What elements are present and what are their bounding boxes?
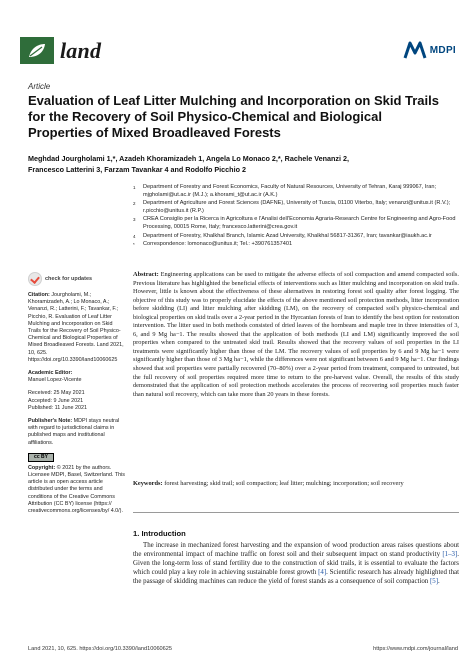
correspondence-text[interactable]: Correspondence: lomonaco@unitus.it; Tel.: +390761357401 xyxy=(143,241,293,248)
author-line: Francesco Latterini 3, Farzam Tavankar 4 and Rodolfo Picchio 2 xyxy=(28,165,246,174)
copyright-label: Copyright: xyxy=(28,464,56,471)
affiliation-item xyxy=(133,200,458,215)
leaf-icon xyxy=(20,37,54,64)
journal-name: land xyxy=(60,37,102,63)
keywords-label: Keywords: xyxy=(133,480,163,487)
article-type: Article xyxy=(28,82,51,91)
article-title: Evaluation of Leaf Litter Mulching and Incorporation on Skid Trails for the Recovery of Soil Physico-Chemical and Biological Properties of Mixed Broadleaved Forests xyxy=(28,93,439,140)
section-heading: 1. Introduction xyxy=(133,529,186,538)
intro-text: The increase in mechanized forest harvesting and the expansion of wood production areas raises questions about the environmental impact of machine traffic on forest soil and their subsequent impact on stand productivity xyxy=(133,542,459,559)
reference-link[interactable]: [5] xyxy=(429,578,439,586)
affiliation-item xyxy=(133,233,458,241)
keywords-text: forest harvesting; skid trail; soil compaction; leaf litter; mulching; incorporation; soil recovery xyxy=(164,480,404,487)
check-updates-label: check for updates xyxy=(45,276,93,282)
abstract xyxy=(133,271,459,399)
footer-citation[interactable]: Land 2021, 10, 625. https://doi.org/10.3390/land10060625 xyxy=(28,646,173,652)
affiliation-item xyxy=(133,184,458,199)
author-list xyxy=(28,153,458,175)
correspondence xyxy=(133,241,458,249)
editor-name: Manuel Lopez-Vicente xyxy=(28,377,82,384)
publisher-note-text: MDPI stays neutral with regard to jurisdictional claims in published maps and institutional affiliations. xyxy=(28,418,120,446)
section-divider xyxy=(133,512,459,513)
dates-block xyxy=(28,390,126,412)
affiliations xyxy=(133,184,458,250)
author-line: Meghdad Jourgholami 1,*, Azadeh Khoramizadeh 1, Angela Lo Monaco 2,*, Rachele Venanzi 2, xyxy=(28,154,349,163)
affiliation-text: Department of Forestry, Khalkhal Branch, Islamic Azad University, Khalkhal 56817-31367, Iran; tavankar@iaukh.ac.ir xyxy=(143,232,432,239)
abstract-text: Engineering applications can be used to mitigate the adverse effects of soil compaction and amend compacted soils. Previous literature has highlighted the beneficial effects of interventions such as litter mulching and incorporation on skid trails. However, little is known about the effectiveness of these alternatives in restoring forest soil quality after forest logging. The objective of this study was to properly elucidate the effects of the above mentioned soil protection methods, litter incorporation before skidding (LI) and litter mulching after skidding (LM), on the recovery of compacted soil's physico-chemical and biological properties on skid trails over a 2-year period in the Hyrcanian forests of Iran to identify the best option for restoration intervention. The litter used in both methods consisted of dried leaves of the hornbeam and maple tree in three intensities of 3, 6, and 9 Mg ha−1. The results showed that the application of both methods (LI and LM) significantly improved the soil properties when compared to the untreated skid trail. Results showed that the recovery values of soil properties in the LI treatments were significantly higher than those of the LM. The recovery values of soil properties by 6 and 9 Mg ha−1 were significantly higher than those of 3 Mg ha−1, while the differences were not significant between 6 and 9 Mg ha−1. Our findings showed that soil properties were partially recovered (70–80%) over a 2-year period from treatment, compared to untreated, but the full recovery of soil properties required more time to return to the pre-harvest value. Overall, the results of this study demonstrated that the application of soil protection methods accelerates the process of recovering soil properties much faster than natural soil recovery, which can take more than 20 years in these forests. xyxy=(133,271,459,398)
intro-text: . Scientific research has already highlighted that the passage of skidding machines can reduce the yield of forest stands as a consequence of soil compaction xyxy=(133,569,459,586)
editor-label: Academic Editor: xyxy=(28,370,73,377)
affiliation-text: Department of Forestry and Forest Economics, Faculty of Natural Resources, University of Tehran, Karaj 999067, Iran; mjgholami@ut.ac.ir (M.J.); a.khorami_t@ut.ac.ir (A.K.) xyxy=(143,184,437,198)
cc-license-badge[interactable]: cc BY xyxy=(28,453,54,462)
affiliation-number: 2 xyxy=(133,201,136,207)
intro-text: . xyxy=(438,578,440,586)
citation-block xyxy=(28,292,126,364)
citation-label: Citation: xyxy=(28,292,50,298)
affiliation-number: 4 xyxy=(133,233,136,239)
reference-link[interactable]: [1–3] xyxy=(442,551,458,559)
editor-block xyxy=(28,370,126,384)
footer-journal-url[interactable]: https://www.mdpi.com/journal/land xyxy=(373,646,458,652)
affiliation-item xyxy=(133,216,458,231)
journal-logo[interactable] xyxy=(20,37,101,64)
copyright-text[interactable]: © 2021 by the authors. Licensee MDPI, Basel, Switzerland. This article is an open access article distributed under the terms and conditions of the Creative Commons Attribution (CC BY) license (https:// creativecommons.org/licenses/by/ 4.0/). xyxy=(28,464,125,515)
affiliation-number: 3 xyxy=(133,217,136,223)
page-footer xyxy=(28,646,458,652)
publisher-note-block xyxy=(28,418,126,447)
intro-text: . Given the long-term loss of stand fertility due to the construction of skid trails, it is essential to evaluate the factors which could play a key role in achieving sustainable forest growth xyxy=(133,551,459,577)
publisher-logo[interactable] xyxy=(403,40,456,60)
introduction-paragraph xyxy=(133,541,459,586)
published-date: Published: 11 June 2021 xyxy=(28,404,87,411)
check-icon xyxy=(28,272,42,286)
affiliation-number: * xyxy=(133,242,135,248)
reference-link[interactable]: [4] xyxy=(318,569,327,577)
citation-text[interactable]: Jourgholami, M.; Khoramizadeh, A.; Lo Monaco, A.; Venanzi, R.; Latterini, F.; Tavankar, F.; Picchio, R. Evaluation of Leaf Litter Mulching and Incorporation on Skid Trails for the Recovery of Soil Physico-Chemical and Biological Properties of Mixed Broadleaved Forests. Land 2021, 10, 625. https://doi.org/10.3390/land10060625 xyxy=(28,292,124,363)
affiliation-text: Department of Agriculture and Forest Sciences (DAFNE), University of Tuscia, 01100 Viterbo, Italy; venanzi@unitus.it (R.V.); r.picchio@unitus.it (R.P.) xyxy=(143,200,451,214)
check-updates-button[interactable] xyxy=(28,272,126,286)
copyright-block xyxy=(28,465,126,515)
affiliation-number: 1 xyxy=(133,185,136,190)
accepted-date: Accepted: 9 June 2021 xyxy=(28,397,84,404)
keywords xyxy=(133,480,459,489)
metadata-sidebar xyxy=(28,272,126,521)
received-date: Received: 25 May 2021 xyxy=(28,390,85,397)
publisher-name: MDPI xyxy=(429,44,456,56)
affiliation-text: CREA Consiglio per la Ricerca in Agricoltura e l'Analisi dell'Economia Agraria-Research Centre for Engineering and Agro-Food Processing, 00015 Rome, Italy; francesco.latterini@crea.gov.it xyxy=(143,216,456,230)
mdpi-logo-icon xyxy=(403,40,427,60)
abstract-label: Abstract: xyxy=(133,271,159,278)
publisher-note-label: Publisher's Note: xyxy=(28,418,73,425)
